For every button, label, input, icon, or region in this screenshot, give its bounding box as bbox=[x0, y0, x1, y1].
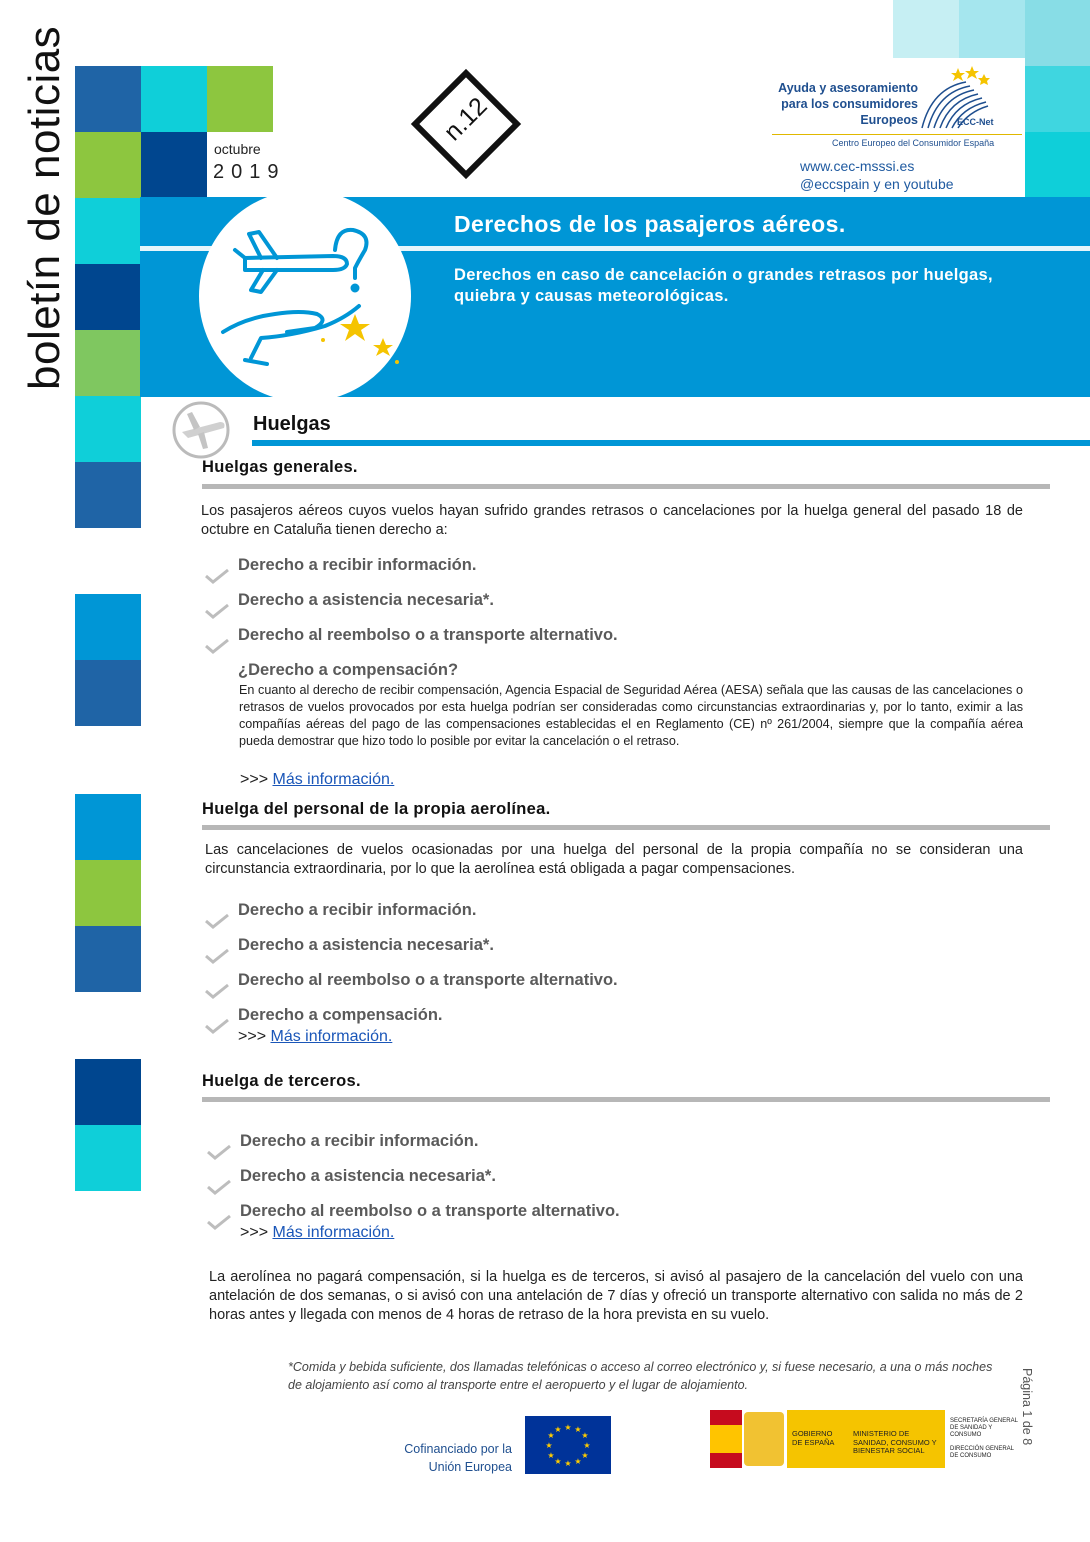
general-heading: Huelgas generales. bbox=[202, 458, 358, 476]
deco-square bbox=[75, 66, 141, 132]
org-website[interactable]: www.cec-msssi.es bbox=[800, 158, 915, 174]
svg-text:★: ★ bbox=[574, 1457, 582, 1466]
plane-section-icon bbox=[170, 400, 234, 460]
divider bbox=[202, 1097, 1050, 1102]
svg-text:★: ★ bbox=[554, 1457, 562, 1466]
more-info-link[interactable]: Más información. bbox=[272, 1224, 395, 1241]
coat-of-arms-icon bbox=[744, 1412, 784, 1466]
ministry-name: MINISTERIO DE SANIDAD, CONSUMO Y BIENESTAR SOCIAL bbox=[853, 1429, 937, 1455]
svg-text:★: ★ bbox=[564, 1423, 572, 1432]
deco-square bbox=[75, 860, 141, 926]
deco-square bbox=[75, 396, 141, 462]
deco-square bbox=[959, 0, 1025, 58]
deco-square bbox=[141, 66, 207, 132]
list-item: Derecho a recibir información. bbox=[240, 1132, 479, 1150]
more-prefix: >>> bbox=[240, 771, 269, 788]
page-number: Página 1 de 8 bbox=[1020, 1368, 1034, 1446]
list-item: Derecho a asistencia necesaria*. bbox=[238, 591, 494, 609]
banner-subtitle: Derechos en caso de cancelación o grandes retrasos por huelgas, quiebra y causas meteorológicas. bbox=[454, 266, 993, 305]
deco-square bbox=[1025, 66, 1090, 132]
eu-stars-icon bbox=[525, 1416, 611, 1474]
list-item: Derecho al reembolso o a transporte alternativo. bbox=[238, 971, 618, 989]
check-icon bbox=[204, 638, 230, 654]
deco-square bbox=[75, 132, 141, 198]
deco-square bbox=[1025, 0, 1090, 66]
list-item: Derecho a asistencia necesaria*. bbox=[240, 1167, 496, 1185]
check-icon bbox=[206, 1144, 232, 1160]
issue-number: n.12 bbox=[438, 92, 493, 147]
deco-square bbox=[75, 1125, 141, 1191]
org-logo-text: Ayuda y asesoramiento para los consumidores Europeos bbox=[778, 81, 918, 127]
banner-title: Derechos de los pasajeros aéreos. bbox=[454, 211, 846, 237]
check-icon bbox=[204, 1018, 230, 1034]
compensation-text: En cuanto al derecho de recibir compensación, Agencia Espacial de Seguridad Aérea (AESA) señala que las causas de las cancelaciones o retrasos de vuelos provocados por esta huelga podrían ser consideradas como circunstancias extraordinarias y, por lo tanto, eximir a las compañías aéreas del pago de las compensaciones establecidas el en Reglamento (CE) nº 261/2004, siempre que la compañía aérea pueda demostrar que hizo todo lo posible por evitar la cancelación o el retraso. bbox=[239, 683, 1023, 748]
divider bbox=[202, 825, 1050, 830]
plane-hand-icon bbox=[205, 210, 405, 380]
check-icon bbox=[206, 1179, 232, 1195]
check-icon bbox=[204, 568, 230, 584]
third-note: La aerolínea no pagará compensación, si la huelga es de terceros, si avisó al pasajero de la cancelación del vuelo con una antelación de dos semanas, o si avisó con una antelación de 7 días y ofreció un transporte alternativo con salida no más de 2 horas antes y llegada con menos de 4 horas de retraso de la hora prevista en su vuelo. bbox=[209, 1269, 1023, 1323]
section-divider bbox=[252, 440, 1090, 446]
eu-cofinance-text: Cofinanciado por la Unión Europea bbox=[404, 1442, 512, 1474]
deco-square bbox=[893, 0, 959, 58]
direccion-name: DIRECCIÓN GENERAL DE CONSUMO bbox=[950, 1446, 1014, 1459]
list-item: Derecho a recibir información. bbox=[238, 556, 477, 574]
section-title: Huelgas bbox=[253, 413, 331, 435]
deco-square bbox=[207, 66, 273, 132]
org-logo-subtitle: Centro Europeo del Consumidor España bbox=[832, 138, 995, 148]
deco-square bbox=[75, 594, 141, 660]
svg-text:★: ★ bbox=[564, 1459, 572, 1468]
check-icon bbox=[206, 1214, 232, 1230]
deco-square bbox=[75, 926, 141, 992]
deco-square bbox=[75, 1059, 141, 1125]
svg-text:★: ★ bbox=[574, 1425, 582, 1434]
deco-square bbox=[75, 462, 141, 528]
svg-text:★: ★ bbox=[581, 1451, 589, 1460]
more-prefix: >>> bbox=[238, 1028, 267, 1045]
svg-text:★: ★ bbox=[545, 1441, 553, 1450]
list-item: Derecho a compensación. bbox=[238, 1006, 443, 1024]
gov-name: GOBIERNO DE ESPAÑA bbox=[792, 1429, 835, 1447]
footnote: *Comida y bebida suficiente, dos llamadas telefónicas o acceso al correo electrónico y, si fuese necesario, a una o más noches de alojamiento así como al transporte entre el aeropuerto y el lugar de alojamiento. bbox=[288, 1360, 993, 1392]
spain-flag-yellow bbox=[710, 1425, 742, 1453]
issue-year: 2019 bbox=[213, 161, 286, 183]
org-logo-line bbox=[772, 134, 1022, 135]
third-heading: Huelga de terceros. bbox=[202, 1072, 361, 1090]
svg-text:★: ★ bbox=[547, 1431, 555, 1440]
check-icon bbox=[204, 913, 230, 929]
airline-intro: Las cancelaciones de vuelos ocasionadas por una huelga del personal de la propia compañía no se consideran una circunstancia extraordinaria, por lo que la aerolínea está obligada a pagar compensaciones. bbox=[205, 842, 1023, 877]
newsletter-title: boletín de noticias bbox=[20, 25, 69, 390]
more-info bbox=[240, 771, 394, 789]
deco-square bbox=[75, 330, 141, 396]
check-icon bbox=[204, 983, 230, 999]
airline-heading: Huelga del personal de la propia aerolínea. bbox=[202, 800, 551, 818]
list-item: Derecho al reembolso o a transporte alternativo. bbox=[240, 1202, 620, 1220]
org-social: @eccspain y en youtube bbox=[800, 176, 954, 192]
deco-square bbox=[75, 198, 141, 264]
more-prefix: >>> bbox=[240, 1224, 269, 1241]
deco-square bbox=[1025, 132, 1090, 198]
list-item: Derecho al reembolso o a transporte alternativo. bbox=[238, 626, 618, 644]
deco-square bbox=[75, 794, 141, 860]
divider bbox=[202, 484, 1050, 489]
svg-text:★: ★ bbox=[547, 1451, 555, 1460]
check-icon bbox=[204, 603, 230, 619]
issue-month: octubre bbox=[214, 141, 261, 157]
list-item: Derecho a asistencia necesaria*. bbox=[238, 936, 494, 954]
deco-square bbox=[75, 660, 141, 726]
more-info bbox=[240, 1224, 394, 1242]
deco-square bbox=[141, 132, 207, 198]
compensation-question: ¿Derecho a compensación? bbox=[238, 661, 459, 679]
svg-text:★: ★ bbox=[581, 1431, 589, 1440]
secretaria-name: SECRETARÍA GENERAL DE SANIDAD Y CONSUMO bbox=[950, 1418, 1018, 1438]
check-icon bbox=[204, 948, 230, 964]
svg-text:★: ★ bbox=[583, 1441, 591, 1450]
general-intro: Los pasajeros aéreos cuyos vuelos hayan sufrido grandes retrasos o cancelaciones por la huelga general del pasado 18 de octubre en Cataluña tienen derecho a: bbox=[201, 503, 1023, 538]
svg-text:★: ★ bbox=[554, 1425, 562, 1434]
ecc-net-brand: ECC-Net bbox=[957, 117, 994, 127]
more-info-link[interactable]: Más información. bbox=[270, 1028, 393, 1045]
list-item: Derecho a recibir información. bbox=[238, 901, 477, 919]
more-info bbox=[238, 1028, 392, 1046]
deco-square bbox=[75, 264, 141, 330]
more-info-link[interactable]: Más información. bbox=[272, 771, 395, 788]
